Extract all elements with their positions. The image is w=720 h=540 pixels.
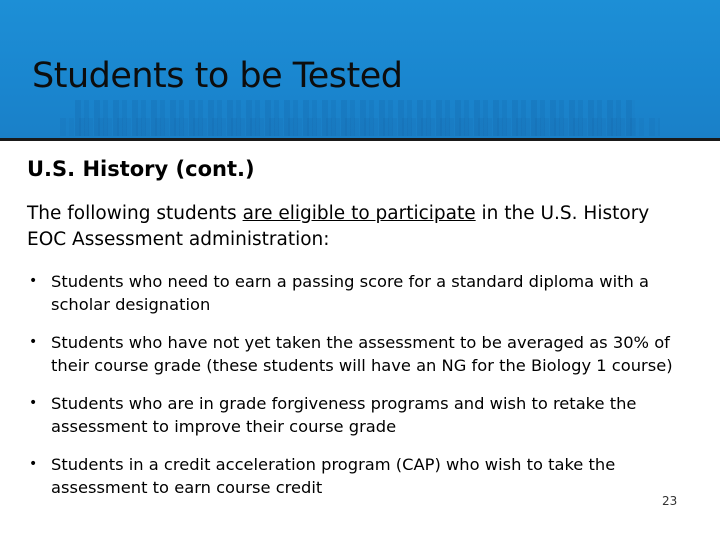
list-item [27, 453, 692, 499]
list-item [27, 270, 692, 316]
list-item-text: Students in a credit acceleration program (CAP) who wish to take the assessment to earn course credit [51, 455, 616, 497]
list-item-text: Students who are in grade forgiveness programs and wish to retake the assessment to improve their course grade [51, 394, 637, 436]
list-item-text: Students who have not yet taken the assessment to be averaged as 30% of their course grade (these students will have an NG for the Biology 1 course) [51, 333, 673, 375]
bullet-icon: • [29, 273, 38, 289]
bullet-icon: • [29, 334, 38, 350]
bullet-icon: • [29, 456, 38, 472]
slide-title: Students to be Tested [32, 56, 403, 96]
intro-paragraph [27, 201, 687, 253]
eligibility-list [27, 270, 692, 514]
header-watermark-lower [60, 118, 660, 136]
list-item [27, 392, 692, 438]
list-item-text: Students who need to earn a passing score for a standard diploma with a scholar designation [51, 272, 649, 314]
intro-text-emphasis: are eligible to participate [242, 203, 476, 224]
section-subheading: U.S. History (cont.) [27, 157, 255, 181]
bullet-icon: • [29, 395, 38, 411]
intro-text-before: The following students [27, 203, 243, 224]
intro-text-after: in the U.S. History EOC Assessment administration: [27, 203, 650, 250]
page-number: 23 [662, 494, 678, 508]
header-band [0, 0, 720, 138]
list-item [27, 331, 692, 377]
header-divider [0, 138, 720, 141]
